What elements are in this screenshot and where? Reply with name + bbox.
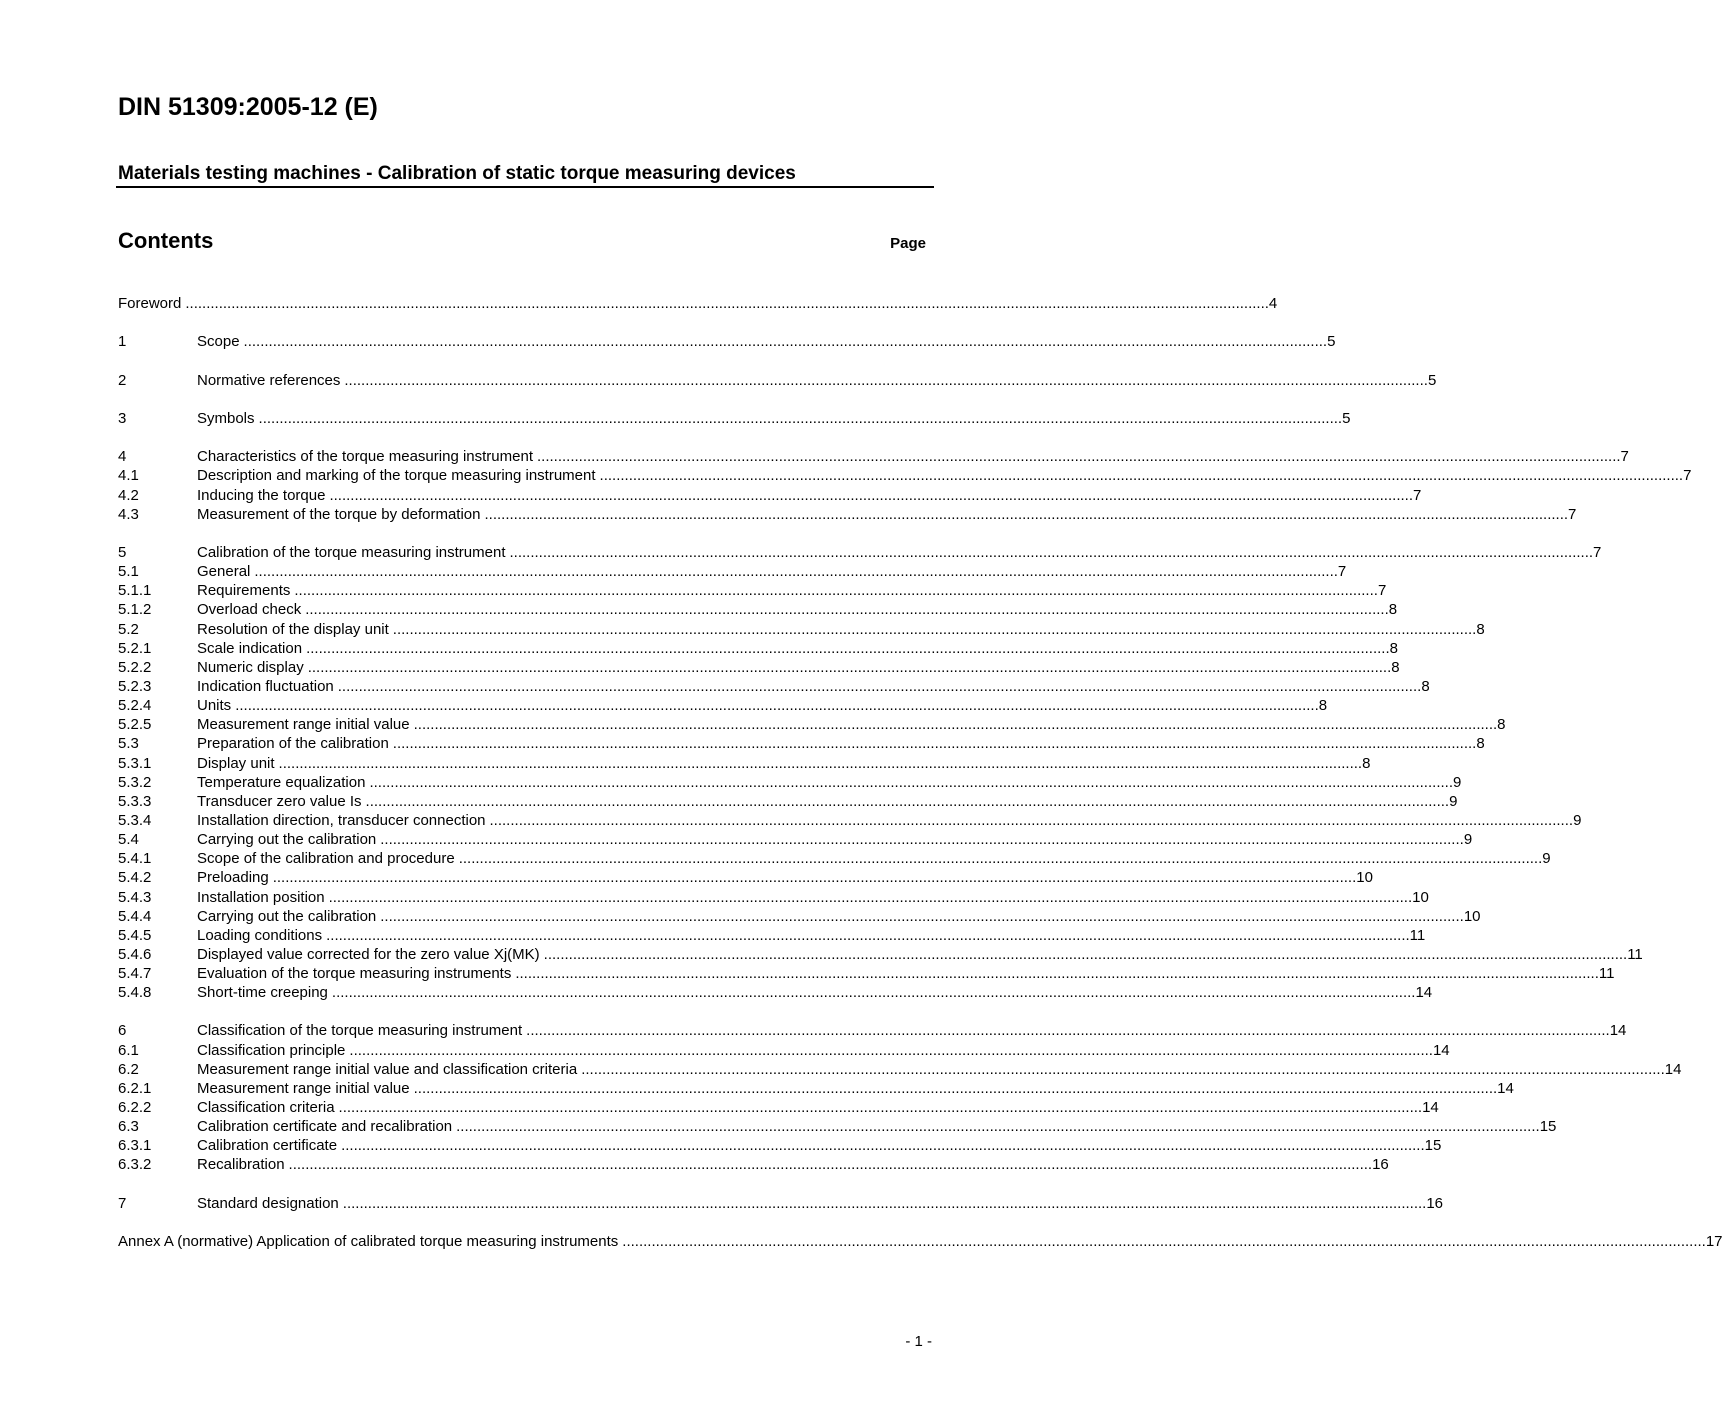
toc-entry-number: 5.4.2 [118,869,152,887]
toc-dot-leader: .................................................................................................................................................................................................................................................................... [306,639,1390,657]
toc-entry-title: Measurement range initial value and classification criteria [197,1060,578,1078]
toc-entry-number: 5 [118,543,127,561]
toc-entry-number: 2 [118,371,127,389]
toc-entry-number: 5.3.2 [118,773,152,791]
toc-entry-page: 8 [1391,658,1400,676]
toc-dot-leader: .................................................................................................................................................................................................................................................................... [278,754,1363,772]
toc-entry[interactable] [118,867,1373,887]
toc-entry-page: 7 [1377,582,1387,600]
toc-entry-number: 5.4.5 [118,926,152,944]
toc-entry-title: Overload check [197,601,302,619]
toc-entry-page: 9 [1452,773,1462,791]
toc-dot-leader: .................................................................................................................................................................................................................................................................... [392,620,1477,638]
toc-entry-page: 11 [1627,945,1643,963]
toc-entry[interactable] [118,1116,1557,1136]
toc-entry-title: Normative references [197,371,341,389]
toc-entry-title: Units [197,697,232,715]
toc-entry-page: 8 [1389,639,1398,657]
title-divider [116,186,934,188]
contents-heading: Contents [118,228,214,253]
toc-entry-title: Short-time creeping [197,984,328,1002]
toc-entry-number: 5.2.1 [118,639,152,657]
toc-dot-leader: .................................................................................................................................................................................................................................................................... [365,792,1450,810]
toc-dot-leader: .................................................................................................................................................................................................................................................................... [338,1099,1423,1117]
toc-dot-leader: .................................................................................................................................................................................................................................................................... [515,965,1599,983]
toc-entry-number: 5.3 [118,735,139,753]
toc-entry[interactable] [118,906,1481,925]
toc-entry-number: 6.2.2 [118,1099,152,1117]
toc-entry-title: Requirements [197,582,291,600]
toc-dot-leader: .................................................................................................................................................................................................................................................................... [413,716,1498,734]
toc-entry-title: Inducing the torque [197,486,326,504]
toc-entry[interactable] [118,695,1328,715]
toc-entry-page: 8 [1388,601,1398,619]
toc-entry-number: 5.3.4 [118,811,152,829]
toc-dot-leader: .................................................................................................................................................................................................................................................................... [307,658,1392,676]
toc-entry[interactable] [118,331,1336,351]
toc-dot-leader: .................................................................................................................................................................................................................................................................... [185,295,1269,313]
toc-dot-leader: .................................................................................................................................................................................................................................................................... [258,409,1343,427]
toc-dot-leader: .................................................................................................................................................................................................................................................................... [328,888,1413,906]
toc-entry[interactable] [118,446,1629,466]
toc-entry-title: Carrying out the calibration [197,907,377,925]
toc-entry[interactable] [118,1154,1389,1174]
toc-entry-title: Resolution of the display unit [197,620,389,638]
toc-dot-leader: .................................................................................................................................................................................................................................................................... [392,735,1477,753]
toc-entry-page: 14 [1497,1079,1514,1097]
toc-dot-leader: .................................................................................................................................................................................................................................................................... [526,1022,1610,1040]
toc-dot-leader: .................................................................................................................................................................................................................................................................... [622,1233,1706,1251]
toc-dot-leader: .................................................................................................................................................................................................................................................................... [326,926,1410,944]
toc-entry-title: Standard designation [197,1194,339,1212]
toc-entry-number: 6.3.2 [118,1156,152,1174]
toc-dot-leader: .................................................................................................................................................................................................................................................................... [294,582,1378,600]
toc-entry-number: 5.2.2 [118,658,152,676]
toc-dot-leader: .................................................................................................................................................................................................................................................................... [380,831,1464,849]
toc-entry-title: Classification of the torque measuring instrument [197,1022,523,1040]
toc-dot-leader: .................................................................................................................................................................................................................................................................... [254,563,1338,581]
table-of-contents [118,293,1723,1251]
toc-entry-number: 6.2 [118,1060,139,1078]
toc-entry-page: 16 [1372,1156,1389,1174]
toc-entry[interactable] [118,599,1398,619]
toc-entry-number: 5.2 [118,620,139,638]
toc-dot-leader: .................................................................................................................................................................................................................................................................... [581,1060,1665,1078]
toc-entry-title: Evaluation of the torque measuring instruments [197,965,512,983]
toc-dot-leader: .................................................................................................................................................................................................................................................................... [288,1156,1373,1174]
toc-entry[interactable] [118,293,1278,313]
toc-dot-leader: .................................................................................................................................................................................................................................................................... [235,697,1319,715]
toc-entry-title: Measurement range initial value [197,1079,410,1097]
toc-dot-leader: .................................................................................................................................................................................................................................................................... [509,543,1594,561]
toc-entry-number: 4.1 [118,467,139,485]
toc-entry-number: 5.4.1 [118,850,152,868]
toc-entry-page: 7 [1568,505,1577,523]
toc-dot-leader: .................................................................................................................................................................................................................................................................... [489,811,1574,829]
toc-entry[interactable] [118,580,1387,600]
toc-entry-title: Temperature equalization [197,773,366,791]
toc-entry[interactable] [118,1020,1627,1040]
toc-entry-title: Foreword [118,295,182,313]
toc-entry[interactable] [118,810,1582,829]
toc-dot-leader: .................................................................................................................................................................................................................................................................... [456,1118,1540,1136]
toc-entry-title: Installation position [197,888,325,906]
toc-entry-number: 7 [118,1194,127,1212]
toc-entry[interactable] [118,618,1485,638]
toc-entry-title: Indication fluctuation [197,677,334,695]
toc-entry-page: 7 [1620,448,1629,466]
toc-entry-page: 15 [1539,1118,1557,1136]
toc-dot-leader: .................................................................................................................................................................................................................................................................... [536,448,1621,466]
toc-entry-page: 14 [1415,984,1433,1002]
toc-dot-leader: .................................................................................................................................................................................................................................................................... [349,1041,1433,1059]
page-number: - 1 - [905,1333,932,1350]
toc-entry-number: 5.2.5 [118,716,152,734]
toc-entry-page: 10 [1412,888,1429,906]
toc-entry-page: 7 [1593,543,1602,561]
toc-dot-leader: .................................................................................................................................................................................................................................................................... [329,486,1413,504]
toc-entry[interactable] [118,561,1347,581]
toc-entry[interactable] [118,408,1351,427]
toc-entry-title: Description and marking of the torque measuring instrument [197,467,596,485]
toc-entry-title: Classification principle [197,1041,346,1059]
toc-entry[interactable] [118,1135,1442,1155]
toc-dot-leader: .................................................................................................................................................................................................................................................................... [369,773,1453,791]
toc-dot-leader: .................................................................................................................................................................................................................................................................... [272,869,1357,887]
toc-entry-page: 14 [1609,1022,1627,1040]
toc-entry[interactable] [118,772,1462,791]
toc-entry-page: 9 [1542,850,1551,868]
toc-entry-title: Classification criteria [197,1099,335,1117]
toc-entry[interactable] [118,638,1398,657]
toc-entry-title: Symbols [197,409,255,427]
toc-entry-page: 4 [1268,295,1278,313]
toc-entry-number: 1 [118,333,127,351]
toc-entry-number: 3 [118,409,127,427]
toc-entry[interactable] [118,1039,1450,1059]
toc-entry-title: Recalibration [197,1156,285,1174]
toc-entry-page: 9 [1463,831,1473,849]
toc-entry[interactable] [118,1097,1439,1117]
toc-dot-leader: .................................................................................................................................................................................................................................................................... [599,467,1684,485]
toc-entry[interactable] [118,982,1433,1002]
toc-entry-title: Scope of the calibration and procedure [197,850,455,868]
toc-entry[interactable] [118,504,1577,523]
toc-entry-page: 10 [1463,907,1481,925]
toc-entry-number: 6.2.1 [118,1079,152,1097]
toc-entry-title: Display unit [197,754,275,772]
toc-dot-leader: .................................................................................................................................................................................................................................................................... [380,907,1464,925]
toc-entry-page: 7 [1337,563,1347,581]
toc-entry-page: 8 [1476,620,1485,638]
toc-entry-page: 16 [1426,1194,1444,1212]
toc-entry-page: 5 [1327,333,1336,351]
toc-entry[interactable] [118,963,1615,983]
toc-entry-page: 5 [1427,371,1437,389]
toc-entry[interactable] [118,542,1602,561]
toc-entry-title: Carrying out the calibration [197,831,377,849]
toc-entry-page: 10 [1356,869,1373,887]
toc-entry-number: 5.4.7 [118,965,152,983]
toc-entry-title: Preloading [197,869,269,887]
toc-dot-leader: .................................................................................................................................................................................................................................................................... [341,1137,1425,1155]
toc-entry-number: 5.4.6 [118,945,152,963]
toc-dot-leader: .................................................................................................................................................................................................................................................................... [305,601,1389,619]
toc-dot-leader: .................................................................................................................................................................................................................................................................... [413,1079,1498,1097]
page-column-label: Page [890,235,926,252]
toc-entry[interactable] [118,465,1692,485]
toc-entry-page: 9 [1449,792,1458,810]
toc-entry-number: 6 [118,1022,127,1040]
toc-entry-page: 8 [1497,716,1506,734]
toc-entry-page: 8 [1362,754,1371,772]
toc-entry-number: 4.3 [118,505,139,523]
toc-entry-page: 8 [1476,735,1485,753]
toc-entry-title: Loading conditions [197,926,323,944]
toc-entry-number: 6.3 [118,1118,139,1136]
toc-entry[interactable] [118,1078,1514,1097]
toc-entry-page: 11 [1409,926,1426,944]
toc-entry-number: 5.4.3 [118,888,152,906]
toc-entry-number: 5.3.1 [118,754,152,772]
toc-entry[interactable] [118,944,1643,963]
toc-entry-page: 14 [1422,1099,1439,1117]
toc-entry[interactable] [118,714,1506,734]
toc-entry-title: Transducer zero value Is [197,792,362,810]
toc-dot-leader: .................................................................................................................................................................................................................................................................... [484,505,1569,523]
toc-entry-title: Numeric display [197,658,304,676]
toc-dot-leader: .................................................................................................................................................................................................................................................................... [243,333,1328,351]
toc-entry[interactable] [118,925,1426,944]
toc-entry-page: 8 [1318,697,1328,715]
toc-entry-title: Characteristics of the torque measuring instrument [197,448,533,466]
toc-dot-leader: .................................................................................................................................................................................................................................................................... [342,1194,1427,1212]
toc-entry-page: 7 [1683,467,1692,485]
toc-entry[interactable] [118,829,1473,849]
toc-entry-number: 5.3.3 [118,792,152,810]
toc-entry-page: 11 [1598,965,1615,983]
toc-entry-page: 14 [1432,1041,1450,1059]
toc-entry-number: 5.1 [118,563,139,581]
toc-entry-page: 8 [1421,677,1430,695]
toc-entry[interactable] [118,1059,1682,1078]
toc-entry[interactable] [118,657,1400,676]
toc-dot-leader: .................................................................................................................................................................................................................................................................... [331,984,1416,1002]
toc-entry[interactable] [118,752,1371,772]
toc-entry-title: Scope [197,333,240,351]
toc-entry[interactable] [118,370,1437,389]
toc-entry-title: Installation direction, transducer connection [197,811,486,829]
toc-entry-title: Preparation of the calibration [197,735,389,753]
toc-entry[interactable] [118,1193,1444,1212]
toc-dot-leader: .................................................................................................................................................................................................................................................................... [344,371,1428,389]
toc-entry[interactable] [118,886,1429,906]
toc-entry-title: Annex A (normative) Application of calibrated torque measuring instruments [118,1233,619,1251]
toc-entry-title: Calibration certificate and recalibration [197,1118,453,1136]
toc-entry-number: 4 [118,448,127,466]
toc-entry-number: 5.1.2 [118,601,152,619]
toc-entry-title: Measurement of the torque by deformation [197,505,481,523]
toc-entry-number: 5.2.4 [118,697,152,715]
toc-entry-number: 5.4 [118,831,139,849]
toc-entry[interactable] [118,791,1458,810]
toc-entry-page: 15 [1424,1137,1442,1155]
toc-dot-leader: .................................................................................................................................................................................................................................................................... [458,850,1543,868]
toc-entry[interactable] [118,848,1551,868]
toc-entry-title: Scale indication [197,639,303,657]
document-subtitle: Materials testing machines - Calibration of static torque measuring devices [118,163,796,184]
toc-entry-page: 14 [1664,1060,1682,1078]
toc-entry-title: General [197,563,251,581]
toc-entry[interactable] [118,676,1430,695]
toc-entry-title: Displayed value corrected for the zero value Xj(MK) [197,945,540,963]
toc-entry[interactable] [118,1231,1723,1251]
toc-entry-page: 7 [1412,486,1422,504]
toc-entry-number: 5.4.8 [118,984,152,1002]
toc-entry[interactable] [118,484,1422,504]
toc-entry[interactable] [118,733,1485,753]
toc-entry-number: 4.2 [118,486,139,504]
document-id: DIN 51309:2005-12 (E) [118,93,378,121]
toc-entry-title: Measurement range initial value [197,716,410,734]
toc-entry-number: 6.3.1 [118,1137,152,1155]
toc-dot-leader: .................................................................................................................................................................................................................................................................... [337,677,1422,695]
toc-entry-page: 17 [1705,1233,1723,1251]
toc-entry-number: 6.1 [118,1041,139,1059]
toc-dot-leader: .................................................................................................................................................................................................................................................................... [543,945,1628,963]
toc-entry-title: Calibration certificate [197,1137,338,1155]
toc-entry-number: 5.4.4 [118,907,152,925]
toc-entry-page: 5 [1342,409,1351,427]
toc-entry-number: 5.1.1 [118,582,152,600]
toc-entry-title: Calibration of the torque measuring instrument [197,543,506,561]
toc-entry-number: 5.2.3 [118,677,152,695]
toc-entry-page: 9 [1573,811,1582,829]
